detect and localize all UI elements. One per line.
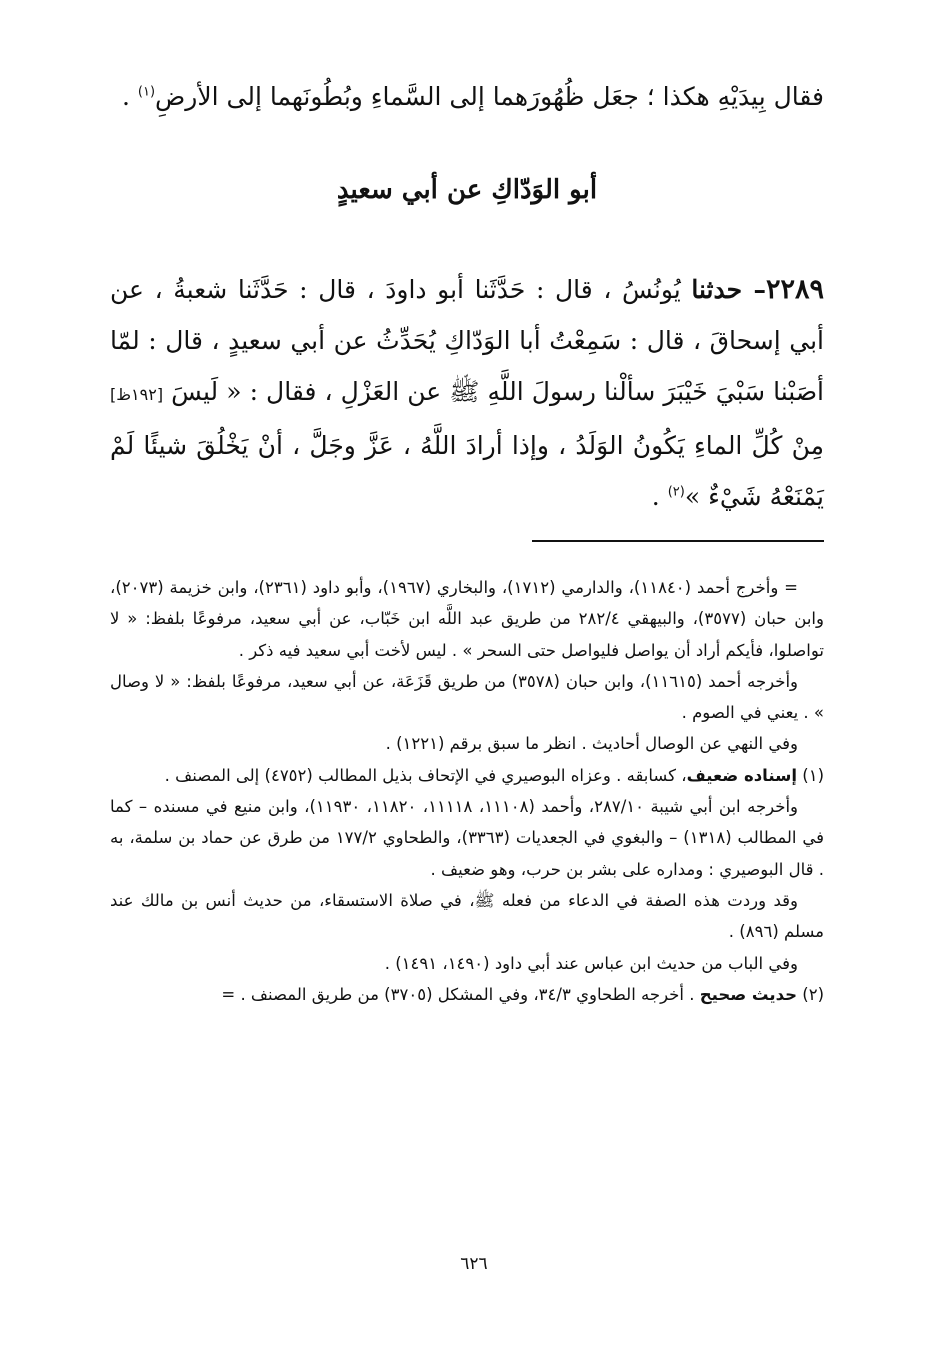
- opening-text: فقال بِيدَيْهِ هكذا ؛ جعَل ظُهُورَهما إلى السَّماءِ وبُطُونَهما إلى الأرضِ: [155, 82, 824, 111]
- hadith-text-2: مِنْ كُلِّ الماءِ يَكُونُ الوَلَدُ ، وإذا أرادَ اللَّهُ ، عَزَّ وجَلَّ ، أنْ يَخْلُقَ شيئًا لَمْ يَمْنَعْهُ شَيْءٌ »: [110, 431, 824, 511]
- opening-line: [110, 72, 824, 122]
- note-continuation: = وأخرج أحمد (١١٨٤٠)، والدارمي (١٧١٢)، والبخاري (١٩٦٧)، وأبو داود (٢٣٦١)، وابن خزيمة (٢٠٧٣)، وابن حبان (٣٥٧٧)، والبيهقي ٢٨٢/٤ من طريق عبد اللَّه ابن خَبّاب، عن أبي سعيد، مرفوعًا بلفظ: « لا تواصلوا، فأيكم أراد أن يواصل فليواصل حتى السحر » . ليس لأخت أبي سعيد فيه ذكر .: [110, 578, 824, 660]
- footnote-2: [110, 979, 824, 1010]
- footnote-1-label: (١): [797, 765, 824, 785]
- footnote-1-text: ، كسابقه . وعزاه البوصيري في الإتحاف بذيل المطالب (٤٧٥٢) إلى المصنف .: [164, 765, 687, 785]
- opening-end: .: [122, 82, 138, 111]
- footnote-2-label: (٢): [797, 984, 824, 1004]
- margin-reference: [١٩٢ظ]: [110, 385, 164, 404]
- hadith-dash: –: [742, 275, 766, 304]
- hadith-2289: [110, 264, 824, 522]
- note-paragraph: وأخرجه ابن أبي شيبة ٢٨٧/١٠، وأحمد (١١١٠٨، ١١١١٨، ١١٨٢٠، ١١٩٣٠)، وابن منيع في مسنده – كما في المطالب (١٣١٨) – والبغوي في الجعديات (٣٣٦٣)، والطحاوي ١٧٧/٢ من طرق عن حماد بن سلمة، به . قال البوصيري : ومداره على بشر بن حرب، وهو ضعيف .: [110, 797, 825, 879]
- footnote-2-grade: حديث صحيح: [699, 984, 797, 1004]
- note-paragraph: وقد وردت هذه الصفة في الدعاء من فعله ﷺ، في صلاة الاستسقاء، من حديث أنس بن مالك عند مسلم (٨٩٦) .: [110, 890, 824, 942]
- footnote-1-grade: إسناده ضعيف: [686, 765, 797, 785]
- hadith-number: ٢٢٨٩: [765, 274, 824, 305]
- page-number: ٦٢٦: [460, 1254, 488, 1274]
- hadith-end: .: [651, 482, 668, 511]
- note-paragraph: وفي الباب من حديث ابن عباس عند أبي داود (١٤٩٠، ١٤٩١) .: [384, 953, 798, 973]
- footnote-separator: [532, 540, 824, 542]
- footnote-marker-1[interactable]: (١): [137, 84, 156, 100]
- section-title: أبو الوَدّاكِ عن أبي سعيدٍ: [336, 175, 598, 205]
- footnote-2-text: . أخرجه الطحاوي ٣٤/٣، وفي المشكل (٣٧٠٥) من طريق المصنف . =: [221, 984, 700, 1004]
- note-paragraph: وفي النهي عن الوصال أحاديث . انظر ما سبق برقم (١٢٢١) .: [385, 734, 798, 754]
- footnote-1: [110, 760, 824, 791]
- footnote-marker-2[interactable]: (٢): [667, 484, 685, 500]
- note-paragraph: وأخرجه أحمد (١١٦١٥)، وابن حبان (٣٥٧٨) من طريق قَزَعَة، عن أبي سعيد، مرفوعًا بلفظ: « لا وصال » . يعني في الصوم .: [110, 671, 824, 723]
- footnotes: [110, 572, 824, 1010]
- hadith-text-1: يُونُسُ ، قال : حَدَّثَنا أبو داودَ ، قال : حَدَّثَنا شعبةُ ، عن أبي إسحاقَ ، قال : سَمِعْتُ أبا الوَدّاكِ يُحَدِّثُ عن أبي سعيدٍ ، قال : لمّا أصَبْنا سَبْيَ خَيْبَرَ سألْنا رسولَ اللَّهِ ﷺ عن العَزْلِ ، فقال : « لَيسَ: [110, 275, 824, 406]
- hadith-sanad-start: حدثنا: [691, 275, 743, 304]
